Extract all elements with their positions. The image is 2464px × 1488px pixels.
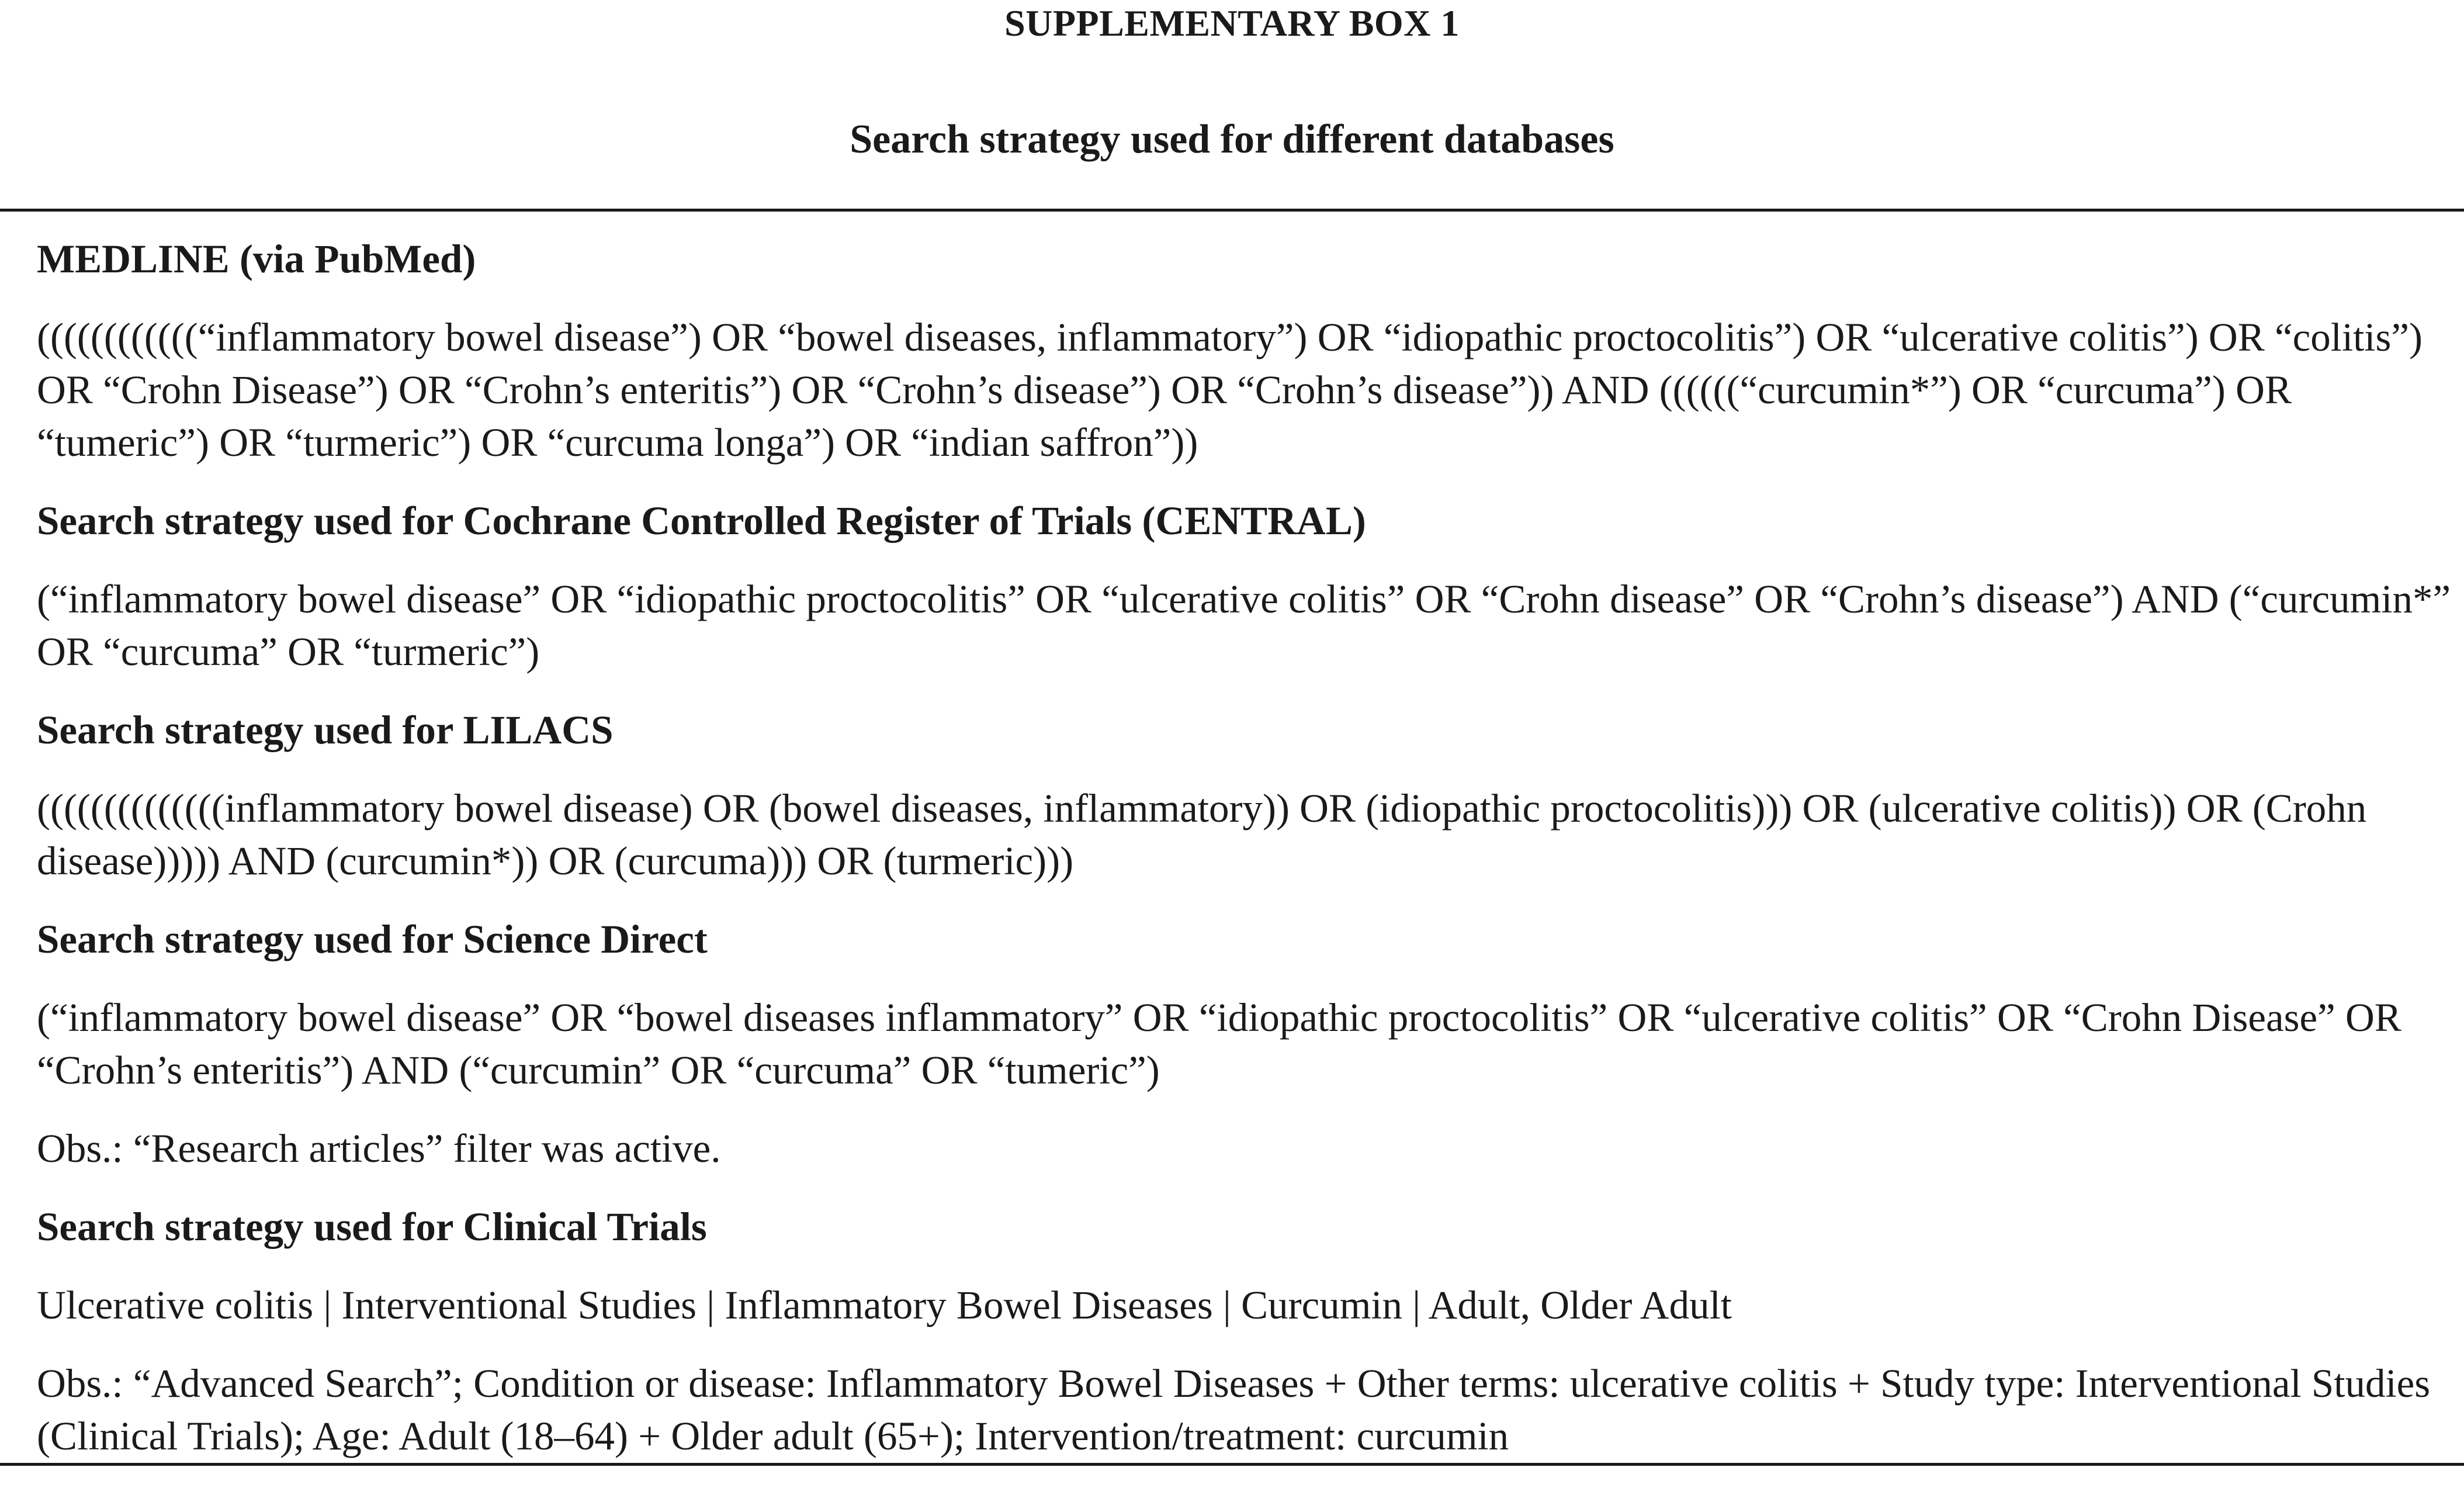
section-clinical-trials bbox=[37, 1200, 2462, 1462]
bottom-rule bbox=[0, 1463, 2464, 1466]
search-strategies bbox=[37, 233, 2462, 1488]
section-heading: MEDLINE (via PubMed) bbox=[37, 237, 476, 281]
search-query: ((((((((((((((inflammatory bowel disease) OR (bowel diseases, inflammatory)) OR (idiopathic proctocolitis))) OR (ulcerative colitis)) OR (Crohn disease))))) AND (curcumin*)) OR (curcuma))) OR (turmeric))) bbox=[37, 786, 2367, 883]
top-rule bbox=[0, 209, 2464, 212]
section-medline bbox=[37, 233, 2462, 469]
search-note: Obs.: “Advanced Search”; Condition or disease: Inflammatory Bowel Diseases + Other terms: ulcerative colitis + Study type: Interventional Studies (Clinical Trials); Age: Adult (18–64) + Older adult (65+); Intervention/treatment: curcumin bbox=[37, 1361, 2431, 1458]
search-query: ((((((((((((“inflammatory bowel disease”) OR “bowel diseases, inflammatory”) OR “idiopathic proctocolitis”) OR “ulcerative colitis”) OR “colitis”) OR “Crohn Disease”) OR “Crohn’s enteritis”) OR “Crohn’s disease”) OR “Crohn’s disease”)) AND ((((((“curcumin*”) OR “curcuma”) OR “tumeric”) OR “turmeric”) OR “curcuma longa”) OR “indian saffron”)) bbox=[37, 315, 2423, 465]
section-heading: Search strategy used for Cochrane Controlled Register of Trials (CENTRAL) bbox=[37, 499, 1366, 543]
box-title: SUPPLEMENTARY BOX 1 bbox=[1004, 2, 1460, 44]
box-subtitle: Search strategy used for different databases bbox=[850, 117, 1614, 162]
section-central bbox=[37, 494, 2462, 678]
section-heading: Search strategy used for Science Direct bbox=[37, 917, 708, 961]
section-heading: Search strategy used for Clinical Trials bbox=[37, 1205, 707, 1249]
section-heading: Search strategy used for LILACS bbox=[37, 708, 614, 752]
search-query: (“inflammatory bowel disease” OR “bowel diseases inflammatory” OR “idiopathic proctocolitis” OR “ulcerative colitis” OR “Crohn Disease” OR “Crohn’s enteritis”) AND (“curcumin” OR “curcuma” OR “tumeric”) bbox=[37, 995, 2401, 1092]
search-note: Obs.: “Research articles” filter was active. bbox=[37, 1126, 721, 1171]
section-science-direct bbox=[37, 913, 2462, 1175]
search-query: Ulcerative colitis | Interventional Studies | Inflammatory Bowel Diseases | Curcumin | Adult, Older Adult bbox=[37, 1283, 1732, 1327]
search-query: (“inflammatory bowel disease” OR “idiopathic proctocolitis” OR “ulcerative colitis” OR “Crohn disease” OR “Crohn’s disease”) AND (“curcumin*” OR “curcuma” OR “turmeric”) bbox=[37, 577, 2451, 674]
section-lilacs bbox=[37, 704, 2462, 887]
